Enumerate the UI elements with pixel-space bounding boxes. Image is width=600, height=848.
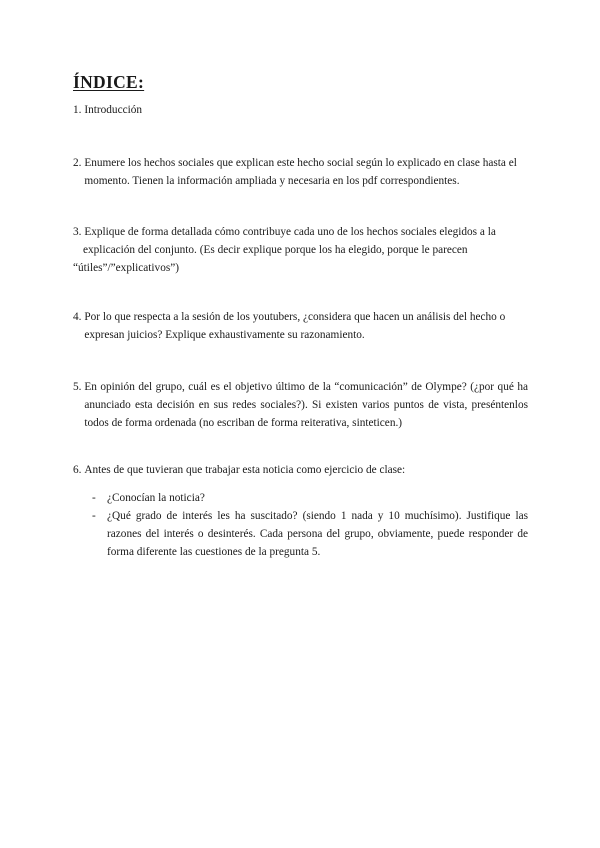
item-number: 2. (73, 157, 82, 169)
item-number: 6. (73, 464, 82, 476)
item-text: Introducción (84, 104, 143, 116)
list-item-6 (73, 461, 528, 479)
page-title: ÍNDICE: (73, 72, 145, 92)
sub-item-text: ¿Qué grado de interés les ha suscitado? (siendo 1 nada y 10 muchísimo). Justifique las razones del interés o desinterés. Cada persona del grupo, obviamente, puede responder de forma diferente las cuestiones de la pregunta 5. (107, 510, 528, 558)
item-text: En opinión del grupo, cuál es el objetivo último de la “comunicación” de Olympe? (¿por qué ha anunciado esta decisión en sus redes sociales?). Si existen varios puntos de vista, preséntenlos todos de forma ordenada (no escriban de forma reiterativa, sinteticen.) (84, 381, 528, 429)
dash-bullet: - (92, 492, 96, 504)
item-number: 1. (73, 104, 82, 116)
sub-item-text: ¿Conocían la noticia? (107, 492, 205, 504)
item-number: 4. (73, 311, 82, 323)
item-text: Antes de que tuvieran que trabajar esta noticia como ejercicio de clase: (84, 464, 406, 476)
item-number: 5. (73, 381, 82, 393)
item-text: Por lo que respecta a la sesión de los youtubers, ¿considera que hacen un análisis del hecho o expresan juicios? Explique exhaustivamente su razonamiento. (84, 311, 506, 341)
list-item-1 (73, 101, 528, 119)
item-text-line-2: explicación del conjunto. (Es decir explique porque los ha elegido, porque le parecen (83, 244, 468, 256)
sub-list-item-1 (92, 489, 528, 507)
list-item-4 (73, 308, 528, 344)
sub-list-item-2 (92, 507, 528, 561)
dash-bullet: - (92, 510, 96, 522)
item-text-line-3: “útiles”/”explicativos”) (73, 262, 180, 274)
list-item-5 (73, 378, 528, 432)
item-number: 3. (73, 226, 82, 238)
list-item-3 (73, 223, 528, 277)
list-item-2 (73, 154, 528, 190)
item-text-line-1: Explique de forma detallada cómo contribuye cada uno de los hechos sociales elegidos a la (84, 226, 496, 238)
item-text: Enumere los hechos sociales que explican este hecho social según lo explicado en clase hasta el momento. Tienen la información ampliada y necesaria en los pdf correspondientes. (84, 157, 517, 187)
sub-list (92, 489, 528, 561)
